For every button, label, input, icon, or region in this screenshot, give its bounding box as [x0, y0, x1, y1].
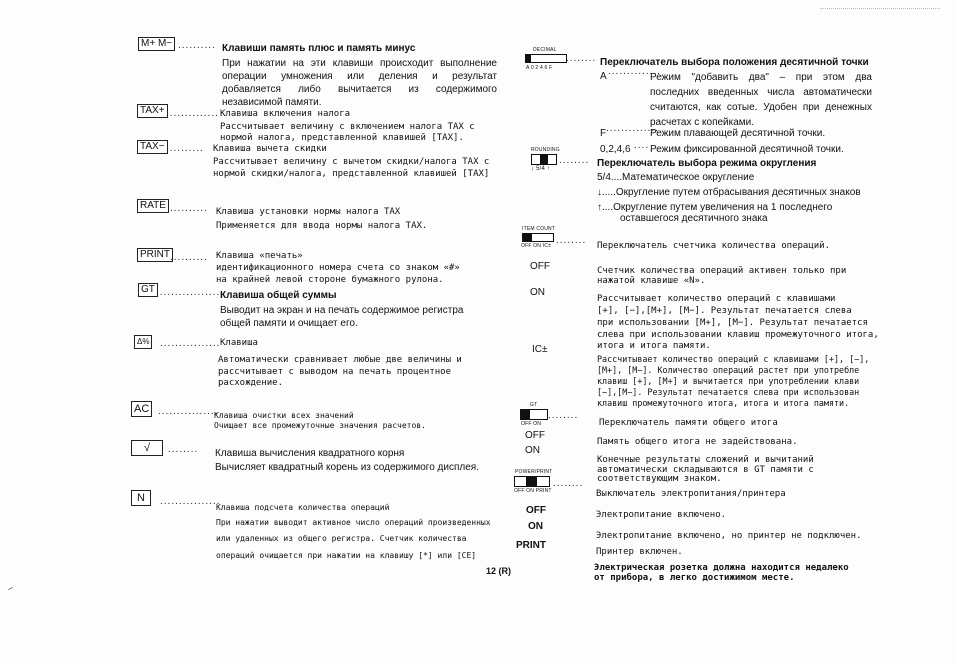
gt-key: GT	[138, 283, 158, 297]
delta-line1: Автоматически сравнивает любые две величины и	[218, 355, 462, 365]
decimal-switch	[525, 54, 567, 63]
item-count-switch-title: ITEM COUNT	[522, 226, 556, 232]
gt-switch-knob	[521, 410, 530, 419]
leader-dots: ........	[548, 410, 579, 421]
print-line1: идентификационного номера счета со знаком «#»	[216, 263, 460, 273]
print-line2: на крайней левой стороне бумажного рулона.	[216, 275, 444, 285]
item-count-switch	[522, 233, 554, 242]
rate-key: RATE	[137, 199, 169, 213]
gt-switch-on-line3: соответствующим знаком.	[597, 474, 722, 484]
item-count-ic-label: IC±	[532, 344, 548, 355]
delta-percent-key: Δ%	[134, 335, 152, 349]
item-count-on-line3: при использовании [M+], [M−]. Результат печатается	[597, 318, 868, 328]
gt-switch-off-label: OFF	[525, 430, 545, 441]
decimal-a-text: Режим "добавить два" – при этом два последних введенных числа автоматически считаются, как сотые. Удобен при денежных расчетах с копейками.	[650, 72, 872, 128]
leader-dots: ....	[634, 140, 650, 151]
item-count-switch-knob	[523, 234, 532, 241]
taxplus-heading: Клавиша включения налога	[220, 109, 351, 119]
gt-switch-on-label: ON	[525, 445, 540, 456]
taxminus-line1: Рассчитывает величину с вычетом скидки/налога TAX с	[213, 157, 490, 167]
ac-key: AC	[131, 401, 152, 417]
n-line1: При нажатии выводит активное число операций произведенных	[216, 518, 491, 527]
gt-switch-on-line1: Конечные результаты сложений и вычитаний	[597, 455, 814, 465]
rounding-switch	[531, 154, 557, 165]
delta-heading: Клавиша	[220, 338, 258, 348]
leader-dots: ..........	[170, 252, 208, 263]
item-count-on-line2: [+], [−],[M+], [M−]. Результат печатается слева	[597, 306, 852, 316]
power-note-line2: от прибора, в легко достижимом месте.	[594, 573, 795, 583]
m-plus-m-minus-key: M+ M−	[138, 37, 175, 51]
leader-dots: ........	[566, 53, 597, 64]
item-count-ic-line4: [−],[M−]. Результат печатается слева при использован	[597, 387, 860, 397]
rounding-down: ↓.....Округление путем отбрасывания десятичных знаков	[597, 187, 861, 198]
item-count-on-line1: Рассчитывает количество операций с клавишами	[597, 294, 836, 304]
n-line3: операций очищается при нажатии на клавишу [*] или [CE]	[216, 551, 477, 560]
decimal-a-label: A	[600, 71, 607, 82]
leader-dots: ........	[556, 235, 587, 246]
n-key: N	[131, 490, 151, 506]
taxplus-line2: нормой налога, представленной клавишей [TAX].	[220, 133, 464, 143]
gt-text: Выводит на экран и на печать содержимое регистра общей памяти и очищает его.	[220, 305, 464, 329]
power-off-text: Электропитание включено.	[596, 510, 727, 520]
scan-mark	[820, 8, 940, 10]
gt-heading: Клавиша общей суммы	[220, 290, 337, 301]
power-off-label: OFF	[526, 505, 546, 516]
item-count-heading: Переключатель счетчика количества операций.	[597, 241, 830, 251]
ac-heading: Клавиша очистки всех значений	[214, 411, 354, 420]
gt-switch	[520, 409, 548, 420]
gt-switch-heading: Переключатель памяти общего итога	[599, 418, 778, 428]
item-count-ic-line2: [M+], [M−]. Количество операций растет при употребле	[597, 365, 860, 375]
item-count-ic-line5: клавиш промежуточного итога, итога и итога памяти.	[597, 398, 850, 408]
rounding-switch-title: ROUNDING	[531, 147, 560, 153]
item-count-off-line2: нажатой клавише «N».	[597, 276, 706, 286]
gt-switch-off-text: Память общего итога не задействована.	[597, 437, 798, 447]
leader-dots: .................	[156, 287, 221, 298]
item-count-off-label: OFF	[530, 261, 550, 272]
item-count-on-line5: итога и итога памяти.	[597, 341, 711, 351]
sqrt-line1: Вычисляет квадратный корень из содержимого дисплея.	[215, 462, 479, 473]
square-root-key: √	[131, 440, 163, 456]
n-line2: или удаленных из общего регистра. Счетчик количества	[216, 534, 467, 543]
rounding-up-line1: ↑....Округление путем увеличения на 1 последнего	[597, 202, 833, 213]
mplus-heading: Клавиши память плюс и память минус	[222, 43, 416, 54]
leader-dots: ................	[160, 496, 221, 507]
decimal-switch-title: DECIMAL	[533, 47, 557, 53]
leader-dots: ........	[553, 478, 584, 489]
decimal-fixed-label: 0,2,4,6	[600, 144, 631, 155]
n-heading: Клавиша подсчета количества операций	[216, 503, 390, 512]
decimal-switch-scale: A 0 2 4 6 F	[526, 65, 553, 71]
taxplus-line1: Рассчитывает величину с включением налога TAX с	[220, 122, 475, 132]
leader-dots: ..............	[608, 66, 661, 77]
tax-minus-key: TAX−	[137, 140, 168, 154]
tax-plus-key: TAX+	[137, 104, 168, 118]
rounding-heading: Переключатель выбора режима округления	[597, 158, 817, 169]
print-key: PRINT	[137, 248, 173, 262]
power-switch-title: POWER/PRINT	[515, 469, 553, 475]
decimal-f-label: F	[600, 128, 607, 139]
gt-switch-on-line2: автоматически складываются в GT памяти с	[597, 465, 814, 475]
rounding-54: 5/4....Математическое округление	[597, 172, 755, 183]
decimal-f-text: Режим плавающей десятичной точки.	[650, 128, 826, 139]
rate-line1: Применяется для ввода нормы налога TAX.	[216, 221, 428, 231]
item-count-on-line4: слева при использовании клавиш промежуточного итога,	[597, 330, 879, 340]
rate-heading: Клавиша установки нормы налога TAX	[216, 207, 401, 217]
leader-dots: ..............	[606, 123, 659, 134]
leader-dots: ................	[160, 338, 221, 349]
gt-switch-scale: OFF ON	[521, 421, 542, 427]
leader-dots: ........	[168, 444, 199, 455]
leader-dots: ........	[559, 155, 590, 166]
print-heading: Клавиша «печать»	[216, 251, 303, 261]
item-count-switch-scale: OFF ON IC±	[521, 243, 552, 249]
power-print-label: PRINT	[516, 540, 546, 551]
delta-line2: рассчитывает с выводом на печать процентное	[218, 367, 451, 377]
power-on-text: Электропитание включено, но принтер не подключен.	[596, 531, 862, 541]
leader-dots: ..........	[166, 143, 204, 154]
sqrt-heading: Клавиша вычисления квадратного корня	[215, 448, 405, 459]
scan-mark	[8, 587, 13, 590]
taxminus-heading: Клавиша вычета скидки	[213, 144, 327, 154]
power-heading: Выключатель электропитания/принтера	[596, 489, 786, 499]
leader-dots: ..........	[170, 203, 208, 214]
leader-dots: ..............	[166, 108, 219, 119]
leader-dots: ................	[158, 406, 219, 417]
leader-dots: ..........	[178, 40, 216, 51]
page-number: 12 (R)	[486, 566, 512, 576]
gt-switch-title: GT	[530, 402, 538, 408]
item-count-ic-line1: Рассчитывает количество операций с клавишами [+], [−],	[597, 354, 870, 364]
rounding-switch-scale: ↓ 5/4 ↑	[531, 166, 551, 172]
mplus-text: При нажатии на эти клавиши происходит выполнение операции умножения или деления и результат добавляется либо вычитается из содержимого незавиcимой памяти.	[222, 58, 497, 108]
decimal-switch-knob	[526, 55, 531, 62]
power-print-text: Принтер включен.	[596, 547, 683, 557]
rounding-switch-knob	[540, 155, 548, 164]
rounding-up-line2: оставшегося десятичного знака	[620, 213, 768, 224]
power-switch	[514, 476, 550, 487]
delta-line3: расхождение.	[218, 378, 284, 388]
power-on-label: ON	[528, 521, 543, 532]
taxminus-line2: нормой скидки/налога, представленной клавишей [TAX]	[213, 169, 490, 179]
decimal-fixed-text: Режим фиксированной десятичной точки.	[650, 144, 844, 155]
decimal-heading: Переключатель выбора положения десятичной точки	[600, 57, 869, 68]
item-count-on-label: ON	[530, 287, 545, 298]
ac-line1: Очищает все промежуточные значения расчетов.	[214, 421, 426, 430]
power-note-line1: Электрическая розетка должна находится недалеко	[594, 563, 849, 573]
item-count-off-line1: Счетчик количества операций активен только при	[597, 266, 847, 276]
power-switch-knob	[526, 477, 537, 486]
power-switch-scale: OFF ON PRINT	[514, 488, 552, 494]
item-count-ic-line3: клавиш [+], [M+] и вычитается при употреблении клави	[597, 376, 860, 386]
